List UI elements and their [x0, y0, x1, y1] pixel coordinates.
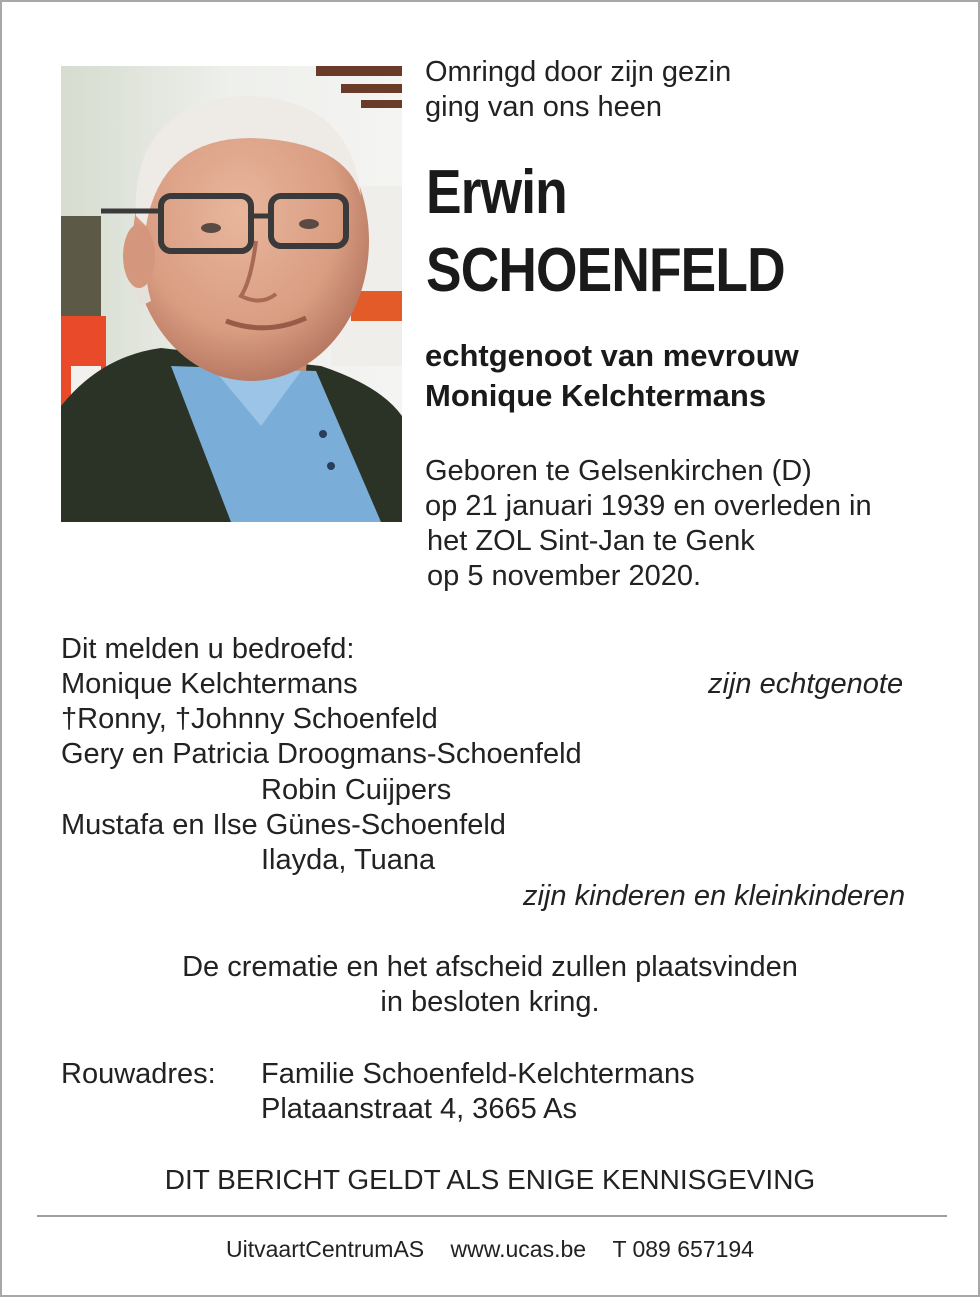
announcer-sons: †Ronny, †Johnny Schoenfeld [61, 703, 438, 735]
footer-divider [37, 1215, 947, 1217]
footer-company: UitvaartCentrumAS [226, 1236, 425, 1262]
details-line-3: het ZOL Sint-Jan te Genk [427, 525, 755, 557]
footer [2, 1236, 978, 1263]
spouse-line-2: Monique Kelchtermans [425, 378, 767, 413]
details-line-4: op 5 november 2020. [427, 560, 702, 592]
details-line-1: Geboren te Gelsenkirchen (D) [425, 455, 812, 487]
details-line-2: op 21 januari 1939 en overleden in [425, 490, 872, 522]
footer-phone: T 089 657194 [612, 1236, 754, 1262]
portrait-image [61, 66, 402, 522]
deceased-first-name: Erwin [426, 158, 567, 227]
address-label: Rouwadres: [61, 1058, 216, 1090]
announcer-gery: Gery en Patricia Droogmans-Schoenfeld [61, 738, 582, 770]
announcers-heading: Dit melden u bedroefd: [61, 633, 355, 665]
ceremony-line-1: De crematie en het afscheid zullen plaatsvinden [182, 951, 798, 983]
ceremony-line-2: in besloten kring. [380, 986, 600, 1018]
announcer-spouse-name: Monique Kelchtermans [61, 668, 358, 700]
address-line-1: Familie Schoenfeld-Kelchtermans [261, 1058, 695, 1090]
spouse-line-1: echtgenoot van mevrouw [425, 338, 799, 373]
announcer-mustafa: Mustafa en Ilse Günes-Schoenfeld [61, 809, 506, 841]
address-line-2: Plataanstraat 4, 3665 As [261, 1093, 577, 1125]
portrait-photo [61, 66, 402, 522]
footer-website[interactable]: www.ucas.be [450, 1236, 587, 1262]
intro-line-1: Omringd door zijn gezin [425, 56, 732, 88]
announcer-spouse-role: zijn echtgenote [708, 668, 904, 700]
announcer-children-role: zijn kinderen en kleinkinderen [523, 880, 906, 912]
intro-line-2: ging van ons heen [425, 91, 663, 123]
announcer-grandkids: Ilayda, Tuana [261, 844, 436, 876]
notice-text: DIT BERICHT GELDT ALS ENIGE KENNISGEVING [164, 1164, 816, 1195]
deceased-last-name: SCHOENFELD [426, 236, 785, 305]
announcer-robin: Robin Cuijpers [261, 774, 452, 806]
